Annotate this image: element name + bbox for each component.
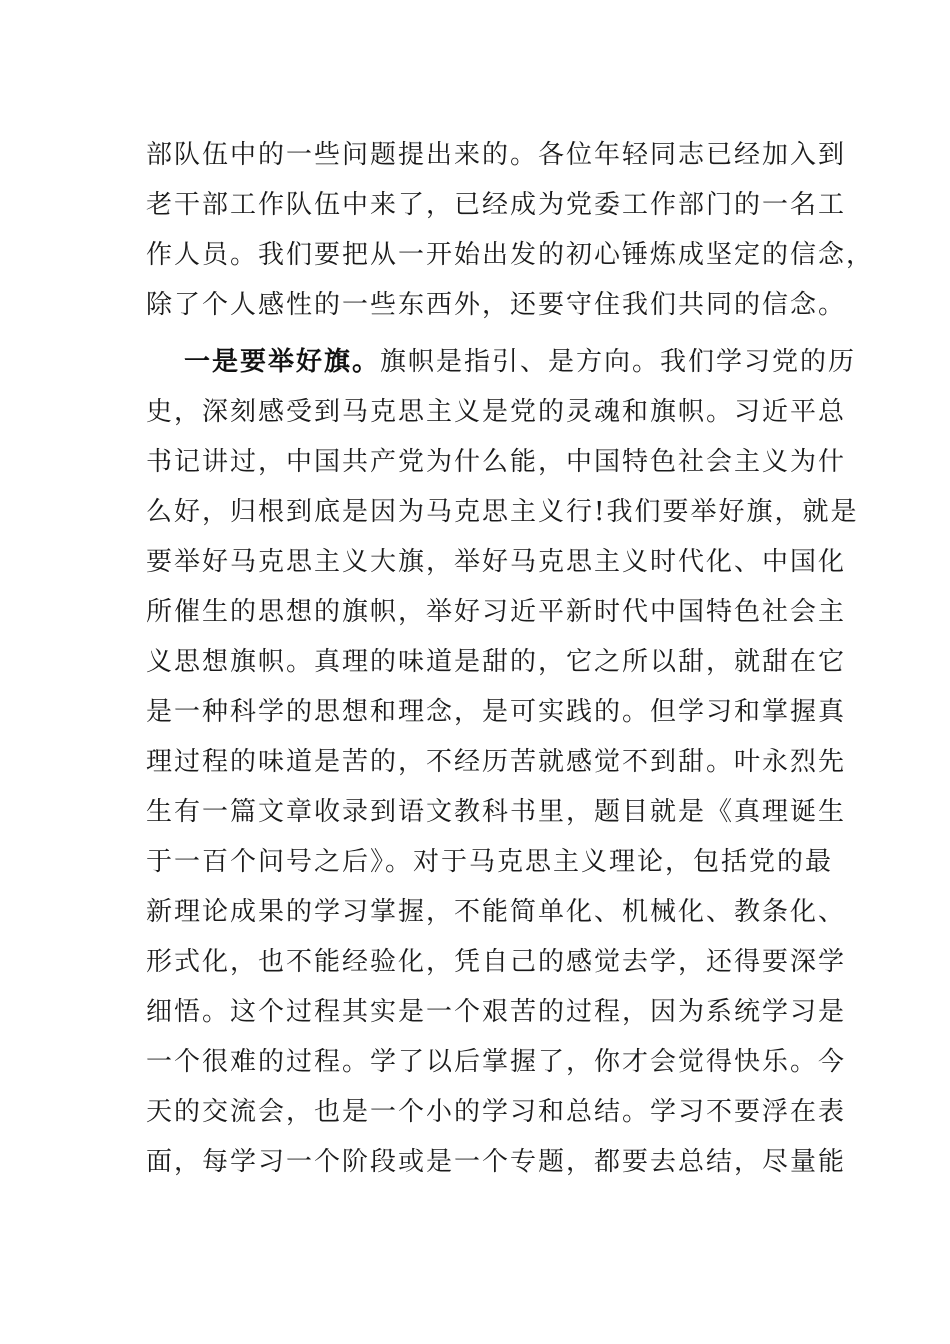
paragraph-line: 史，深刻感受到马克思主义是党的灵魂和旗帜。习近平总 [146, 397, 847, 427]
paragraph-line: 除了个人感性的一些东西外，还要守住我们共同的信念。 [146, 290, 847, 320]
paragraph-line: 义思想旗帜。真理的味道是甜的，它之所以甜，就甜在它 [146, 647, 847, 677]
paragraph-line: 生有一篇文章收录到语文教科书里，题目就是《真理诞生 [146, 797, 847, 827]
paragraph-2 [146, 337, 859, 1187]
paragraph-line: 新理论成果的学习掌握，不能简单化、机械化、教条化、 [146, 897, 847, 927]
paragraph-line: 面，每学习一个阶段或是一个专题，都要去总结，尽量能 [146, 1147, 847, 1177]
paragraph-first-line [146, 337, 857, 387]
paragraph-line: 是一种科学的思想和理念，是可实践的。但学习和掌握真 [146, 697, 847, 727]
paragraph-line: 部队伍中的一些问题提出来的。各位年轻同志已经加入到 [146, 140, 847, 170]
paragraph-line: 细悟。这个过程其实是一个艰苦的过程，因为系统学习是 [146, 997, 847, 1027]
paragraph-1 [146, 130, 875, 330]
paragraph-line: 一个很难的过程。学了以后掌握了，你才会觉得快乐。今 [146, 1047, 847, 1077]
paragraph-line: 形式化，也不能经验化，凭自己的感觉去学，还得要深学 [146, 947, 847, 977]
paragraph-lead-heading: 一是要举好旗。 [184, 347, 381, 377]
paragraph-line: 作人员。我们要把从一开始出发的初心锤炼成坚定的信念， [146, 240, 875, 270]
paragraph-line: 所催生的思想的旗帜，举好习近平新时代中国特色社会主 [146, 597, 847, 627]
paragraph-line: 么好，归根到底是因为马克思主义行!我们要举好旗，就是 [146, 497, 859, 527]
paragraph-first-line-text: 旗帜是指引、是方向。我们学习党的历 [380, 347, 857, 377]
paragraph-line: 老干部工作队伍中来了，已经成为党委工作部门的一名工 [146, 190, 847, 220]
paragraph-line: 天的交流会，也是一个小的学习和总结。学习不要浮在表 [146, 1097, 847, 1127]
paragraph-line: 于一百个问号之后》。对于马克思主义理论，包括党的最 [146, 847, 834, 877]
paragraph-line: 要举好马克思主义大旗，举好马克思主义时代化、中国化 [146, 547, 847, 577]
paragraph-line: 书记讲过，中国共产党为什么能，中国特色社会主义为什 [146, 447, 847, 477]
paragraph-line: 理过程的味道是苦的，不经历苦就感觉不到甜。叶永烈先 [146, 747, 847, 777]
